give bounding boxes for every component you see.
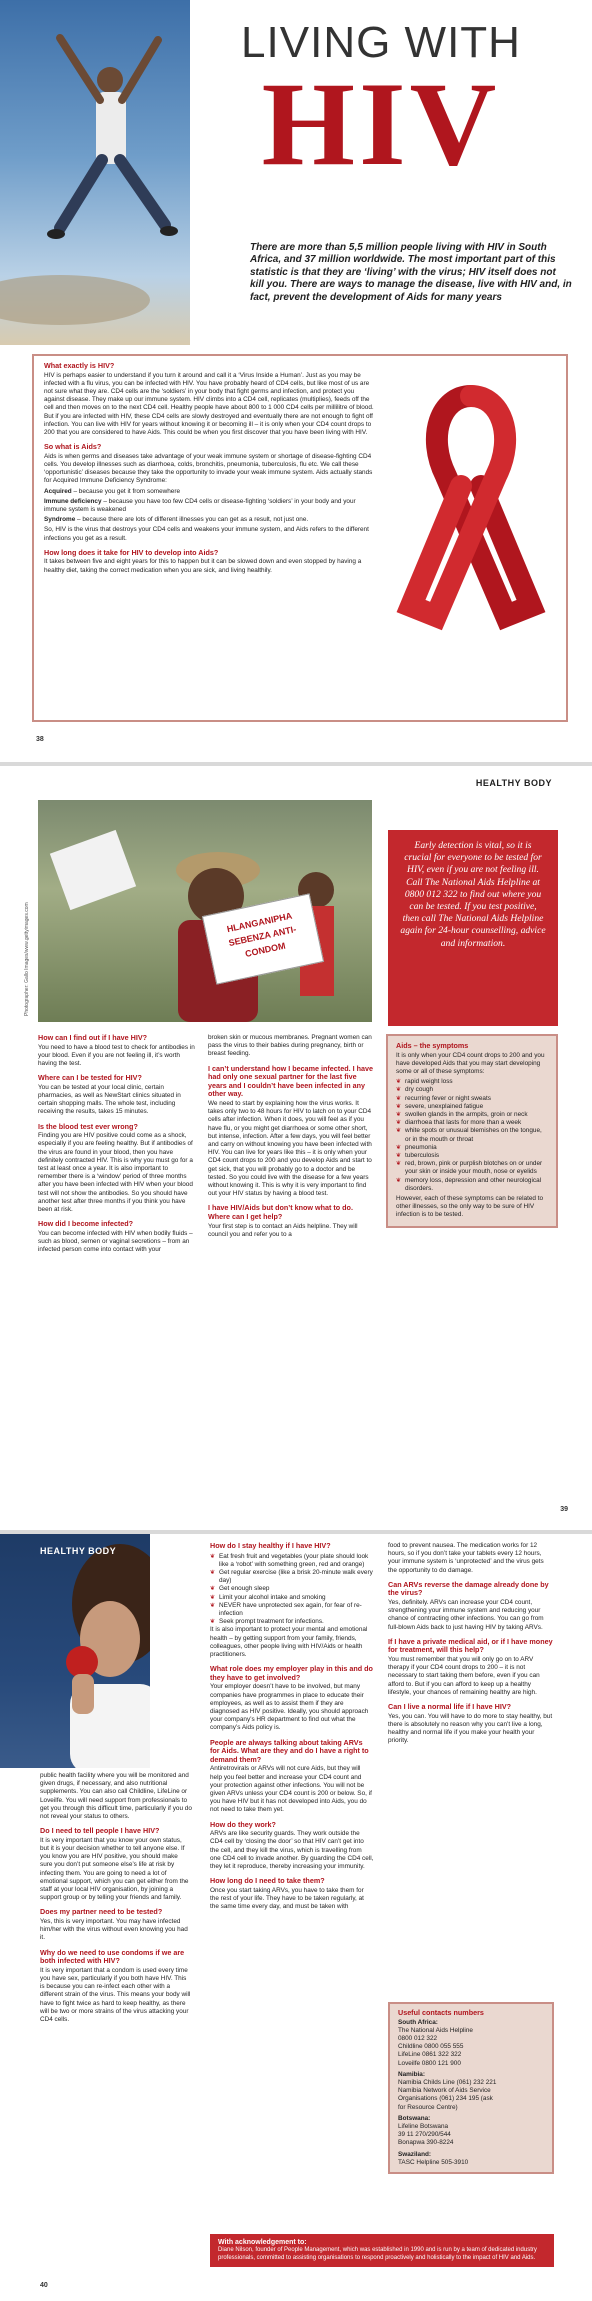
acknowledgement-box xyxy=(210,2234,554,2267)
symptoms-list xyxy=(396,1078,548,1193)
woman-eating-apple-icon xyxy=(0,1534,150,1768)
list-item: ❦ swollen glands in the armpits, groin or neck xyxy=(396,1111,548,1119)
ack-text: Diane Nilson, founder of People Management, which was established in 1990 and is run by a team of dedicated industry professionals, committed to assisting organisations to respond proactively and holistically to the impact of HIV and Aids. xyxy=(218,2247,537,2261)
list-item: Lifeline Botswana xyxy=(398,2123,449,2131)
list-item: for Resource Centre) xyxy=(398,2103,458,2111)
article-box xyxy=(32,354,568,722)
q7-text: It is very important that you know your own status, but it is your decision whether to tell anyone else. If you know you are HIV positive, you should make sure you don’t put someone else’s life at risk by infecting them. You are going to need a lot of emotional support, which you can get either from the staff at your local HIV organisation, by joining a support group or by telling your friends and family. xyxy=(40,1836,189,1902)
contacts-heading: Useful contacts numbers xyxy=(398,2008,484,2017)
q7-heading: Do I need to tell people I have HIV? xyxy=(40,1826,160,1836)
q4-text: You can become infected with HIV when bodily fluids – such as blood, semen or vaginal secretions – from an infected person come into contact with your xyxy=(38,1229,193,1254)
list-item: ❦ Get enough sleep xyxy=(210,1585,374,1593)
detection-callout-text: Early detection is vital, so it is crucial for everyone to be tested for HIV, even if you are not feeling ill. Call The National Aids Helpline at 0800 012 322 to find out where you can be tested. If you test positive, then call The National Aids Helpline again for 24-hour counselling, advice and information. xyxy=(400,840,546,949)
list-item: Bonapwa 390-8224 xyxy=(398,2139,454,2147)
list-item: Namibia Network of Aids Service xyxy=(398,2087,491,2095)
column-2 xyxy=(210,1542,374,1911)
q1-heading: How can I find out if I have HIV? xyxy=(38,1033,148,1042)
q11-heading: What role does my employer play in this and do they have to get involved? xyxy=(210,1664,373,1682)
what-hiv-text: HIV is perhaps easier to understand if you turn it around and call it a ‘Virus Inside a Human’. Just as you may be infected with a flu virus, you can be infected with HIV. You have probably heard of CD4 cells, but like most of us are not sure what they are. CD4 cells are the ‘soldiers’ in your body that fight germs and infection, and protect you against disease. They make up our immune system. HIV climbs into a CD4 cell, replicates (multiplies), feeds off the cell and then moves on to the next CD4 cell. Healthy people have about 800 to 1 000 CD4 cells per millilitre of blood. But if you are infected with HIV, these CD4 cells are slowly destroyed and eventually there are not enough to fight off infection. You can live with HIV for years without knowing it or becoming ill – it is only when your CD4 count drops to 200 that you are considered to have Aids. This could be when you first discover that you have been living with HIV. xyxy=(44,371,374,437)
list-item: Loveilfe 0800 121 900 xyxy=(398,2059,461,2067)
q16-heading: If I have a private medical aid, or if I have money for treatment, will this help? xyxy=(388,1636,553,1655)
protest-photo xyxy=(38,800,372,1022)
c3-text: food to prevent nausea. The medication works for 12 hours, so if you don’t take your tablets every 12 hours, your immune system is ‘unprotected’ and the virus gets the opportunity to do damage. xyxy=(388,1542,544,1574)
q8-text: Yes, this is very important. You may have infected him/her with the virus without even knowing you had it. xyxy=(40,1918,188,1942)
what-aids-heading: So what is Aids? xyxy=(44,442,102,452)
section-label: HEALTHY BODY xyxy=(40,1546,117,1556)
woman-apple-photo xyxy=(0,1534,150,1768)
q9-heading: Why do we need to use condoms if we are both infected with HIV? xyxy=(40,1947,185,1966)
detection-callout xyxy=(388,830,558,1026)
list-item: ❦ severe, unexplained fatigue xyxy=(396,1103,548,1111)
column-3 xyxy=(388,1542,554,1745)
q16-text: You must remember that you will only go on to ARV therapy if your CD4 count drops to 200 – it is not necessary to start taking them before, even if you can afford to. But if you can afford to keep up a healthy lifestyle, your chances of remaining healthy are high. xyxy=(388,1656,540,1696)
list-item: ❦ rapid weight loss xyxy=(396,1078,548,1086)
how-long-heading: How long does it take for HIV to develop into Aids? xyxy=(44,547,219,557)
q4-heading: How did I become infected? xyxy=(38,1219,134,1229)
list-item: ❦ dry cough xyxy=(396,1086,548,1094)
list-item: Namibia Childs Line (061) 232 221 xyxy=(398,2079,497,2087)
list-item: 0800 012 322 xyxy=(398,2035,438,2042)
acquired-line: Acquired – because you get it from somewhere xyxy=(44,487,181,495)
so-text: So, HIV is the virus that destroys your CD4 cells and weakens your immune system, and Aids refers to the different infections you get as a result. xyxy=(44,526,369,542)
list-item: ❦ Limit your alcohol intake and smoking xyxy=(210,1594,374,1602)
q2-text: You can be tested at your local clinic, certain pharmacies, as well as NewStart clinics situated in certain shopping malls. The whole test, including receiving the results, takes 15 minutes. xyxy=(38,1083,181,1116)
contacts-box xyxy=(388,2002,554,2174)
q14-heading: How long do I need to take them? xyxy=(210,1876,325,1886)
woman-with-sign-icon xyxy=(38,800,372,1022)
swaziland-heading: Swaziland: xyxy=(398,2150,432,2158)
man-silhouette-icon xyxy=(0,0,190,345)
column-2 xyxy=(208,1034,374,1239)
how-long-text: It takes between five and eight years for this to happen but it can be slowed down and even stopped by having a healthy diet, taking the correct medication when you are sick, and living healthily. xyxy=(44,558,362,574)
q5-heading: I can’t understand how I became infected. I have had only one sexual partner for the last five years and I couldn’t have been infected in any other way. xyxy=(208,1063,373,1099)
list-item: ❦ tuberculosis xyxy=(396,1152,548,1160)
symptoms-outro: However, each of these symptoms can be related to other illnesses, so the only way to be sure of HIV infection is to be tested. xyxy=(396,1195,544,1219)
list-item: The National Aids Helpline xyxy=(398,2026,473,2034)
photo-credit: Photographer: Gallo Images/www.gettyimages.com xyxy=(24,902,30,1016)
q17-heading: Can I live a normal life if I have HIV? xyxy=(388,1702,512,1712)
q9-text: It is very important that a condom is used every time you have sex, particularly if you both have HIV. This is because you can re-infect each other with a different strain of the virus. This means your body will have to fight twice as hard to keep healthy, as there will be two or more strains of the virus attacking your CD4 cells. xyxy=(40,1966,191,2024)
q6-heading: I have HIV/Aids but don’t know what to do. Where can I get help? xyxy=(208,1203,353,1222)
list-item: 39 11 270/290/544 xyxy=(398,2131,451,2139)
q10-text: It is also important to protect your mental and emotional health – by getting support from your family, friends, colleagues, other people living with HIV/Aids or health practitioners. xyxy=(210,1626,368,1659)
list-item: ❦ diarrhoea that lasts for more than a week xyxy=(396,1119,548,1127)
page-40 xyxy=(0,1534,592,2301)
q15-text: Yes, definitely. ARVs can increase your CD4 count, strengthening your immune system and reducing your chance of contracting other infections. You can go from full-blown Aids back to just having HIV by taking ARVs. xyxy=(388,1599,544,1631)
red-ribbon-icon xyxy=(386,366,556,636)
q5-text: We need to start by explaining how the virus works. It takes only two to 48 hours for HIV to latch on to your CD4 cells after infection. When it does, you will feel as if you have flu, or you might get diarrhoea or some other short, but intense, infection. After a few days, you will feel better and carry on without knowing you have been infected with HIV. You can live for years like this – it is only when your CD4 count drops to 200 and you develop Aids and start to get sick, that you will probably go to a doctor and be tested. So you could live with the disease for a few years without knowing it. This is why it is very important to find out your HIV status by having a blood test. xyxy=(208,1099,372,1198)
list-item: Organisations (061) 234 195 (ask xyxy=(398,2095,493,2103)
q17-text: Yes, you can. You will have to do more to stay healthy, but there is absolutely no reason why you can’t live a long, healthy and normal life if you make your health your priority. xyxy=(388,1712,553,1745)
immune-line: Immune deficiency – because you have too few CD4 cells or disease-fighting ‘soldiers’ in your body and your immune system is weakened xyxy=(44,497,356,514)
botswana-heading: Botswana: xyxy=(398,2114,431,2122)
ack-heading: With acknowledgement to: xyxy=(218,2239,307,2246)
protest-sign: HLANGANIPHA SEBENZA ANTI-CONDOM xyxy=(202,893,324,984)
q15-heading: Can ARVs reverse the damage already done by the virus? xyxy=(388,1579,549,1598)
q13-text: ARVs are like security guards. They work outside the CD4 cell by ‘closing the door’ so that HIV can’t get into the cell, and they kill the virus, which is travelling from one CD4 cell to invade another. By guarding the CD4 cell, they let it reproduce, thereby increasing your immunity. xyxy=(210,1830,374,1871)
symptoms-heading: Aids – the symptoms xyxy=(396,1041,469,1050)
list-item: ❦ recurring fever or night sweats xyxy=(396,1095,548,1103)
q10-heading: How do I stay healthy if I have HIV? xyxy=(210,1541,331,1550)
q6-text: Your first step is to contact an Aids helpline. They will council you and refer you to a xyxy=(208,1222,358,1238)
q3-text: Finding you are HIV positive could come as a shock, especially if you are feeling healthy. But if antibodies of the virus are found in your blood, then you have definitely contracted HIV. This is why you must go for a test at least once a year. It is also important to remember there is a ‘window’ period of three months after you have been infected with HIV when your blood test will not show the antibodies. So you should have another test after three months if you think you have been at risk. xyxy=(38,1132,193,1214)
q14-text: Once you start taking ARVs, you have to take them for the rest of your life. They have to be taken regularly, at the same time every day, and must be taken with xyxy=(210,1886,364,1911)
health-tips-list xyxy=(210,1553,374,1627)
symptoms-intro: It is only when your CD4 count drops to 200 and you have developed Aids that you may start developing some or all of these symptoms: xyxy=(396,1051,545,1075)
column-1 xyxy=(40,1772,192,2024)
q8-heading: Does my partner need to be tested? xyxy=(40,1907,163,1917)
c1-text: public health facility where you will be monitored and given drugs, if necessary, and also nutritional supplements. You can also call Childline, LifeLine or Loveilfe. You will need support from professionals to get you through this difficult time, particularly if you do not reveal your status to others. xyxy=(40,1772,192,1821)
what-hiv-heading: What exactly is HIV? xyxy=(44,361,115,370)
jumping-man-photo xyxy=(0,0,190,345)
list-item: ❦ pneumonia xyxy=(396,1144,548,1152)
page-number: 38 xyxy=(36,736,44,743)
list-item: ❦ NEVER have unprotected sex again, for fear of re-infection xyxy=(210,1602,374,1618)
q2-heading: Where can I be tested for HIV? xyxy=(38,1073,142,1083)
sa-heading: South Africa: xyxy=(398,2018,438,2026)
q1-text: You need to have a blood test to check for antibodies in your blood. Even if you are not feeling ill, it’s worth having the test. xyxy=(38,1043,195,1067)
q13-heading: How do they work? xyxy=(210,1819,276,1829)
what-aids-text: Aids is when germs and diseases take advantage of your weak immune system or shortage of disease-fighting CD4 cells. You develop illnesses such as diarrhoea, colds, bronchitis, pneumonia, tuberculosis, flu etc. We call these ‘opportunistic’ diseases because they take the opportunity to invade your weak immune system. Aids actually stands for Acquired Immune Deficiency Syndrome: xyxy=(44,452,373,485)
q12-text: Antiretrovirals or ARVs will not cure Aids, but they will help you feel better and increase your CD4 count and your protection against other infections. You will not be given ARVs unless your CD4 count is 200 or below. So, if you have HIV but it has not developed into Aids, you do not need to take them yet. xyxy=(210,1765,372,1814)
page-number: 40 xyxy=(40,2282,48,2289)
q3-heading: Is the blood test ever wrong? xyxy=(38,1121,138,1131)
title-line2: HIV xyxy=(261,57,501,190)
list-item: Childline 0800 055 555 xyxy=(398,2043,464,2051)
list-item: LifeLine 0861 322 322 xyxy=(398,2051,462,2059)
column-1 xyxy=(38,1034,198,1254)
list-item: ❦ memory loss, depression and other neurological disorders. xyxy=(396,1177,548,1193)
q12-heading: People are always talking about taking ARVs for Aids. What are they and do I have a right to demand them? xyxy=(210,1737,369,1764)
syndrome-line: Syndrome – because there are lots of different illnesses you can get as a result, not just one. xyxy=(44,516,309,524)
section-label: HEALTHY BODY xyxy=(475,778,552,788)
intro-text: There are more than 5,5 million people living with HIV in South Africa, and 37 million worldwide. The most important part of this statistic is that they are ‘living’ with the virus; HIV itself does not kill you. There are ways to manage the disease, live with HIV and, in fact, prevent the development of Aids for many years xyxy=(250,242,572,303)
list-item: ❦ Get regular exercise (like a brisk 20-minute walk every day) xyxy=(210,1569,374,1585)
page-38 xyxy=(0,0,592,762)
list-item: ❦ white spots or unusual blemishes on the tongue, or in the mouth or throat xyxy=(396,1127,548,1143)
namibia-heading: Namibia: xyxy=(398,2070,425,2078)
list-item: ❦ Eat fresh fruit and vegetables (your plate should look like a ‘robot’ with something green, red and orange) xyxy=(210,1553,374,1569)
page-number: 39 xyxy=(560,1506,568,1513)
list-item: TASC Helpline 505-3910 xyxy=(398,2158,469,2166)
q4-text-cont: broken skin or mucous membranes. Pregnant women can pass the virus to their babies during pregnancy, birth or breast feeding. xyxy=(208,1034,372,1058)
page-39 xyxy=(0,766,592,1530)
q11-text: Your employer doesn’t have to be involved, but many companies have programmes in place to educate their employees, as well as to assist them if they are diagnosed as HIV positive. Ideally, you should approach your company’s HR department to find out what the company’s Aids policy is. xyxy=(210,1683,369,1732)
title-line1: LIVING WITH xyxy=(241,18,521,67)
list-item: ❦ Seek prompt treatment for infections. xyxy=(210,1618,374,1626)
symptoms-box xyxy=(386,1034,558,1228)
list-item: ❦ red, brown, pink or purplish blotches on or under your skin or inside your mouth, nose or eyelids xyxy=(396,1160,548,1176)
